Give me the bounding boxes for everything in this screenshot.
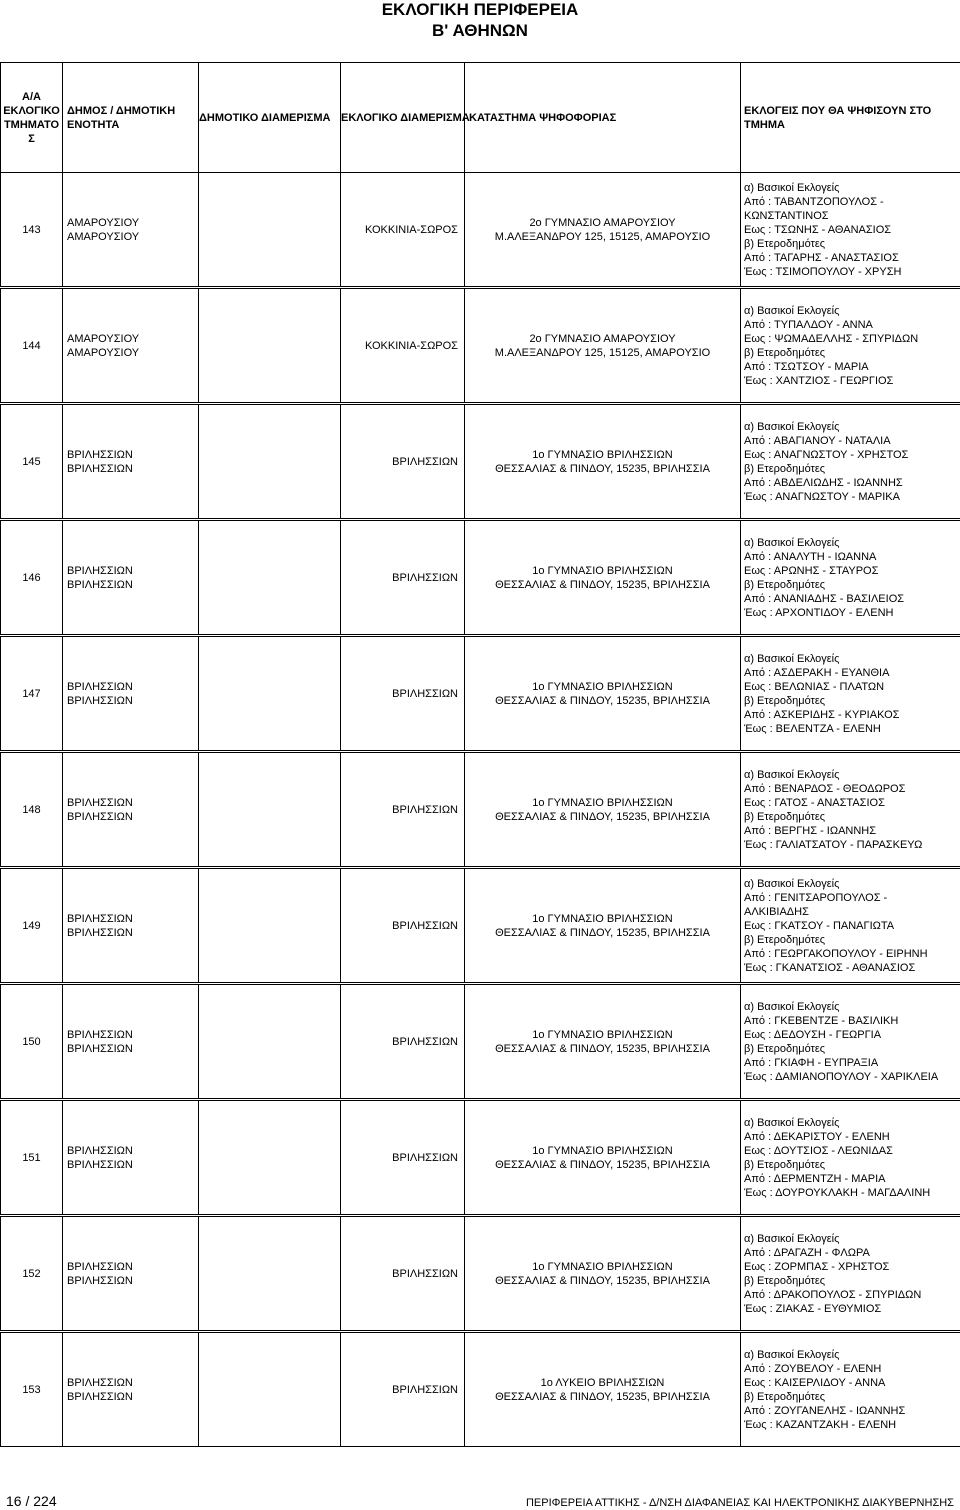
katastima-line: ΘΕΣΣΑΛΙΑΣ & ΠΙΝΔΟΥ, 15235, ΒΡΙΛΗΣΣΙΑ [495, 462, 710, 475]
table-row [1, 1217, 960, 1331]
eklogeis-line: Εως : ΔΟΥΤΣΙΟΣ - ΛΕΩΝΙΔΑΣ [744, 1144, 893, 1157]
cell-dimotiko-diamerisma [199, 985, 341, 1099]
cell-eklogiko-diamerisma: ΒΡΙΛΗΣΣΙΩΝ [341, 985, 465, 1099]
table-row [1, 521, 960, 635]
cell-number: 143 [1, 173, 63, 287]
dimos-line: ΒΡΙΛΗΣΣΙΩΝ [67, 564, 133, 577]
cell-number: 144 [1, 289, 63, 403]
cell-eklogiko-diamerisma: ΒΡΙΛΗΣΣΙΩΝ [341, 1101, 465, 1215]
eklogeis-line: Έως : ΒΕΛΕΝΤΖΑ - ΕΛΕΝΗ [744, 722, 881, 735]
eklogeis-line: Έως : ΓΑΛΙΑΤΣΑΤΟΥ - ΠΑΡΑΣΚΕΥΩ [744, 838, 923, 851]
katastima-line: ΘΕΣΣΑΛΙΑΣ & ΠΙΝΔΟΥ, 15235, ΒΡΙΛΗΣΣΙΑ [495, 1390, 710, 1403]
cell-number: 150 [1, 985, 63, 1099]
cell-dimos [63, 1101, 199, 1215]
cell-dimotiko-diamerisma [199, 289, 341, 403]
katastima-line: 1ο ΓΥΜΝΑΣΙΟ ΒΡΙΛΗΣΣΙΩΝ [532, 796, 673, 809]
eklogeis-line: β) Ετεροδημότες [744, 578, 826, 591]
header-label: Σ [28, 132, 35, 145]
cell-number: 148 [1, 753, 63, 867]
header-dimotiko-diamerisma [199, 63, 341, 173]
cell-katastima [465, 869, 741, 983]
eklogeis-line: α) Βασικοί Εκλογείς [744, 1232, 840, 1245]
eklogeis-line: Έως : ΔΟΥΡΟΥΚΛΑΚΗ - ΜΑΓΔΑΛΙΝΗ [744, 1186, 931, 1199]
dimos-line: ΒΡΙΛΗΣΣΙΩΝ [67, 926, 133, 939]
eklogeis-line: β) Ετεροδημότες [744, 1390, 826, 1403]
cell-eklogiko-diamerisma: ΒΡΙΛΗΣΣΙΩΝ [341, 405, 465, 519]
eklogeis-line: Από : ΔΕΚΑΡΙΣΤΟΥ - ΕΛΕΝΗ [744, 1130, 890, 1143]
document-subtitle: Β' ΑΘΗΝΩΝ [432, 21, 528, 40]
cell-dimotiko-diamerisma [199, 637, 341, 751]
eklogeis-line: Εως : ΤΣΩΝΗΣ - ΑΘΑΝΑΣΙΟΣ [744, 223, 892, 236]
dimos-line: ΒΡΙΛΗΣΣΙΩΝ [67, 1274, 133, 1287]
dimos-line: ΒΡΙΛΗΣΣΙΩΝ [67, 1028, 133, 1041]
cell-katastima [465, 1217, 741, 1331]
katastima-line: Μ.ΑΛΕΞΑΝΔΡΟΥ 125, 15125, ΑΜΑΡΟΥΣΙΟ [494, 230, 711, 243]
table-row [1, 753, 960, 867]
cell-eklogiko-diamerisma: ΒΡΙΛΗΣΣΙΩΝ [341, 869, 465, 983]
cell-eklogeis [741, 1217, 960, 1331]
eklogeis-line: β) Ετεροδημότες [744, 1158, 826, 1171]
table-row [1, 637, 960, 751]
eklogeis-line: Έως : ΖΙΑΚΑΣ - ΕΥΘΥΜΙΟΣ [744, 1302, 882, 1315]
header-label: ΔΗΜΟΤΙΚΟ ΔΙΑΜΕΡΙΣΜΑ [199, 111, 331, 124]
header-label: ΤΜΗΜΑΤΟ [3, 118, 60, 131]
eklogeis-line: Από : ΒΕΡΓΗΣ - ΙΩΑΝΝΗΣ [744, 824, 877, 837]
table-row [1, 405, 960, 519]
cell-katastima [465, 985, 741, 1099]
cell-katastima [465, 637, 741, 751]
eklogeis-line: α) Βασικοί Εκλογείς [744, 1348, 840, 1361]
cell-eklogeis [741, 753, 960, 867]
cell-eklogeis [741, 1101, 960, 1215]
cell-eklogeis [741, 289, 960, 403]
dimos-line: ΒΡΙΛΗΣΣΙΩΝ [67, 1042, 133, 1055]
eklogeis-line: α) Βασικοί Εκλογείς [744, 420, 840, 433]
katastima-line: 1ο ΓΥΜΝΑΣΙΟ ΒΡΙΛΗΣΣΙΩΝ [532, 564, 673, 577]
table-row [1, 173, 960, 287]
eklogeis-line: Από : ΔΡΑΓΑΖΗ - ΦΛΩΡΑ [744, 1246, 870, 1259]
cell-number: 149 [1, 869, 63, 983]
dimos-line: ΒΡΙΛΗΣΣΙΩΝ [67, 1376, 133, 1389]
eklogeis-line: Από : ΑΝΑΝΙΑΔΗΣ - ΒΑΣΙΛΕΙΟΣ [744, 592, 905, 605]
katastima-line: 1ο ΓΥΜΝΑΣΙΟ ΒΡΙΛΗΣΣΙΩΝ [532, 1144, 673, 1157]
cell-dimotiko-diamerisma [199, 1101, 341, 1215]
eklogeis-line: Από : ΑΣΚΕΡΙΔΗΣ - ΚΥΡΙΑΚΟΣ [744, 708, 900, 721]
cell-katastima [465, 173, 741, 287]
katastima-line: Μ.ΑΛΕΞΑΝΔΡΟΥ 125, 15125, ΑΜΑΡΟΥΣΙΟ [494, 346, 711, 359]
cell-eklogiko-diamerisma: ΒΡΙΛΗΣΣΙΩΝ [341, 753, 465, 867]
eklogeis-line: Εως : ΖΟΡΜΠΑΣ - ΧΡΗΣΤΟΣ [744, 1260, 890, 1273]
cell-number: 151 [1, 1101, 63, 1215]
cell-eklogiko-diamerisma: ΒΡΙΛΗΣΣΙΩΝ [341, 1333, 465, 1447]
header-label: ΕΚΛΟΓΙΚΟ [3, 104, 60, 117]
dimos-line: ΒΡΙΛΗΣΣΙΩΝ [67, 796, 133, 809]
cell-eklogeis [741, 637, 960, 751]
eklogeis-line: β) Ετεροδημότες [744, 1274, 826, 1287]
cell-eklogiko-diamerisma: ΒΡΙΛΗΣΣΙΩΝ [341, 1217, 465, 1331]
cell-dimotiko-diamerisma [199, 1333, 341, 1447]
eklogeis-line: ΑΛΚΙΒΙΑΔΗΣ [744, 905, 809, 918]
eklogeis-line: Εως : ΚΑΙΣΕΡΛΙΔΟΥ - ΑΝΝΑ [744, 1376, 886, 1389]
eklogeis-line: Από : ΓΕΩΡΓΑΚΟΠΟΥΛΟΥ - ΕΙΡΗΝΗ [744, 947, 928, 960]
cell-dimos [63, 405, 199, 519]
dimos-line: ΒΡΙΛΗΣΣΙΩΝ [67, 578, 133, 591]
header-eklogeis [741, 63, 960, 173]
eklogeis-line: Από : ΑΒΑΓΙΑΝΟΥ - ΝΑΤΑΛΙΑ [744, 434, 891, 447]
cell-number: 152 [1, 1217, 63, 1331]
katastima-line: 1ο ΓΥΜΝΑΣΙΟ ΒΡΙΛΗΣΣΙΩΝ [532, 1260, 673, 1273]
header-aa [1, 63, 63, 173]
dimos-line: ΑΜΑΡΟΥΣΙΟΥ [67, 230, 140, 243]
header-label: ΤΜΗΜΑ [744, 118, 785, 131]
cell-katastima [465, 1333, 741, 1447]
eklogeis-line: Από : ΒΕΝΑΡΔΟΣ - ΘΕΟΔΩΡΟΣ [744, 782, 906, 795]
eklogeis-line: α) Βασικοί Εκλογείς [744, 652, 840, 665]
eklogeis-line: Από : ΑΒΔΕΛΙΩΔΗΣ - ΙΩΑΝΝΗΣ [744, 476, 903, 489]
katastima-line: 2ο ΓΥΜΝΑΣΙΟ ΑΜΑΡΟΥΣΙΟΥ [529, 216, 676, 229]
cell-dimotiko-diamerisma [199, 521, 341, 635]
cell-dimos [63, 985, 199, 1099]
cell-katastima [465, 1101, 741, 1215]
dimos-line: ΒΡΙΛΗΣΣΙΩΝ [67, 1260, 133, 1273]
katastima-line: ΘΕΣΣΑΛΙΑΣ & ΠΙΝΔΟΥ, 15235, ΒΡΙΛΗΣΣΙΑ [495, 810, 710, 823]
katastima-line: 1ο ΛΥΚΕΙΟ ΒΡΙΛΗΣΣΙΩΝ [540, 1376, 665, 1389]
eklogeis-line: α) Βασικοί Εκλογείς [744, 536, 840, 549]
eklogeis-line: Έως : ΤΣΙΜΟΠΟΥΛΟΥ - ΧΡΥΣΗ [744, 265, 902, 278]
eklogeis-line: Από : ΖΟΥΓΑΝΕΛΗΣ - ΙΩΑΝΝΗΣ [744, 1404, 906, 1417]
katastima-line: ΘΕΣΣΑΛΙΑΣ & ΠΙΝΔΟΥ, 15235, ΒΡΙΛΗΣΣΙΑ [495, 578, 710, 591]
eklogeis-line: Από : ΤΣΩΤΣΟΥ - ΜΑΡΙΑ [744, 360, 869, 373]
cell-number: 145 [1, 405, 63, 519]
eklogeis-line: β) Ετεροδημότες [744, 694, 826, 707]
eklogeis-line: Έως : ΔΑΜΙΑΝΟΠΟΥΛΟΥ - ΧΑΡΙΚΛΕΙΑ [744, 1070, 939, 1083]
cell-katastima [465, 405, 741, 519]
katastima-line: ΘΕΣΣΑΛΙΑΣ & ΠΙΝΔΟΥ, 15235, ΒΡΙΛΗΣΣΙΑ [495, 1274, 710, 1287]
eklogeis-line: β) Ετεροδημότες [744, 346, 826, 359]
eklogeis-line: α) Βασικοί Εκλογείς [744, 877, 840, 890]
cell-eklogeis [741, 985, 960, 1099]
cell-dimotiko-diamerisma [199, 173, 341, 287]
katastima-line: ΘΕΣΣΑΛΙΑΣ & ΠΙΝΔΟΥ, 15235, ΒΡΙΛΗΣΣΙΑ [495, 1158, 710, 1171]
eklogeis-line: ΚΩΝΣΤΑΝΤΙΝΟΣ [744, 209, 829, 222]
dimos-line: ΒΡΙΛΗΣΣΙΩΝ [67, 1144, 133, 1157]
dimos-line: ΒΡΙΛΗΣΣΙΩΝ [67, 912, 133, 925]
eklogeis-line: Έως : ΑΝΑΓΝΩΣΤΟΥ - ΜΑΡΙΚΑ [744, 490, 900, 503]
eklogeis-line: Εως : ΨΩΜΑΔΕΛΛΗΣ - ΣΠΥΡΙΔΩΝ [744, 332, 919, 345]
cell-number: 153 [1, 1333, 63, 1447]
katastima-line: ΘΕΣΣΑΛΙΑΣ & ΠΙΝΔΟΥ, 15235, ΒΡΙΛΗΣΣΙΑ [495, 1042, 710, 1055]
eklogeis-line: β) Ετεροδημότες [744, 810, 826, 823]
eklogeis-line: Εως : ΒΕΛΩΝΙΑΣ - ΠΛΑΤΩΝ [744, 680, 885, 693]
eklogeis-line: Από : ΓΚΙΑΦΗ - ΕΥΠΡΑΞΙΑ [744, 1056, 879, 1069]
cell-number: 147 [1, 637, 63, 751]
cell-eklogeis [741, 521, 960, 635]
eklogeis-line: α) Βασικοί Εκλογείς [744, 304, 840, 317]
eklogeis-line: Από : ΔΡΑΚΟΠΟΥΛΟΣ - ΣΠΥΡΙΔΩΝ [744, 1288, 922, 1301]
cell-katastima [465, 289, 741, 403]
table-row [1, 1333, 960, 1447]
dimos-line: ΒΡΙΛΗΣΣΙΩΝ [67, 680, 133, 693]
header-katastima [465, 63, 741, 173]
table-row [1, 985, 960, 1099]
cell-eklogiko-diamerisma: ΒΡΙΛΗΣΣΙΩΝ [341, 637, 465, 751]
cell-eklogiko-diamerisma: ΒΡΙΛΗΣΣΙΩΝ [341, 521, 465, 635]
katastima-line: 1ο ΓΥΜΝΑΣΙΟ ΒΡΙΛΗΣΣΙΩΝ [532, 1028, 673, 1041]
header-label: ΕΝΟΤΗΤΑ [67, 118, 120, 131]
header-label: ΕΚΛΟΓΕΙΣ ΠΟΥ ΘΑ ΨΗΦΙΣΟΥΝ ΣΤΟ [744, 104, 932, 117]
katastima-line: 1ο ΓΥΜΝΑΣΙΟ ΒΡΙΛΗΣΣΙΩΝ [532, 448, 673, 461]
dimos-line: ΒΡΙΛΗΣΣΙΩΝ [67, 448, 133, 461]
eklogeis-line: β) Ετεροδημότες [744, 462, 826, 475]
katastima-line: ΘΕΣΣΑΛΙΑΣ & ΠΙΝΔΟΥ, 15235, ΒΡΙΛΗΣΣΙΑ [495, 926, 710, 939]
cell-dimos [63, 1333, 199, 1447]
header-label: Α/Α [22, 90, 41, 103]
eklogeis-line: Από : ΔΕΡΜΕΝΤΖΗ - ΜΑΡΙΑ [744, 1172, 886, 1185]
eklogeis-line: Από : ΑΝΑΛΥΤΗ - ΙΩΑΝΝΑ [744, 550, 877, 563]
katastima-line: 2ο ΓΥΜΝΑΣΙΟ ΑΜΑΡΟΥΣΙΟΥ [529, 332, 676, 345]
table-row [1, 869, 960, 983]
cell-dimotiko-diamerisma [199, 869, 341, 983]
eklogeis-line: Από : ΤΑΓΑΡΗΣ - ΑΝΑΣΤΑΣΙΟΣ [744, 251, 899, 264]
page-number: 16 / 224 [6, 1493, 57, 1509]
eklogeis-line: Εως : ΔΕΔΟΥΣΗ - ΓΕΩΡΓΙΑ [744, 1028, 882, 1041]
cell-eklogeis [741, 869, 960, 983]
eklogeis-line: Εως : ΑΡΩΝΗΣ - ΣΤΑΥΡΟΣ [744, 564, 879, 577]
eklogeis-line: Από : ΑΣΔΕΡΑΚΗ - ΕΥΑΝΘΙΑ [744, 666, 890, 679]
cell-dimos [63, 869, 199, 983]
cell-dimotiko-diamerisma [199, 753, 341, 867]
katastima-line: 1ο ΓΥΜΝΑΣΙΟ ΒΡΙΛΗΣΣΙΩΝ [532, 912, 673, 925]
cell-eklogiko-diamerisma: ΚΟΚΚΙΝΙΑ-ΣΩΡΟΣ [341, 289, 465, 403]
table-header-row [1, 63, 960, 173]
eklogeis-line: α) Βασικοί Εκλογείς [744, 1000, 840, 1013]
eklogeis-line: α) Βασικοί Εκλογείς [744, 181, 840, 194]
eklogeis-line: Εως : ΓΑΤΟΣ - ΑΝΑΣΤΑΣΙΟΣ [744, 796, 885, 809]
cell-dimos [63, 1217, 199, 1331]
eklogeis-line: Από : ΖΟΥΒΕΛΟΥ - ΕΛΕΝΗ [744, 1362, 882, 1375]
dimos-line: ΑΜΑΡΟΥΣΙΟΥ [67, 332, 140, 345]
eklogeis-line: α) Βασικοί Εκλογείς [744, 1116, 840, 1129]
dimos-line: ΒΡΙΛΗΣΣΙΩΝ [67, 1158, 133, 1171]
eklogeis-line: Έως : ΚΑΖΑΝΤΖΑΚΗ - ΕΛΕΝΗ [744, 1418, 897, 1431]
header-label: ΔΗΜΟΣ / ΔΗΜΟΤΙΚΗ [67, 104, 176, 117]
polling-stations-table [0, 62, 960, 1447]
eklogeis-line: α) Βασικοί Εκλογείς [744, 768, 840, 781]
dimos-line: ΒΡΙΛΗΣΣΙΩΝ [67, 462, 133, 475]
table-row [1, 1101, 960, 1215]
dimos-line: ΑΜΑΡΟΥΣΙΟΥ [67, 216, 140, 229]
katastima-line: 1ο ΓΥΜΝΑΣΙΟ ΒΡΙΛΗΣΣΙΩΝ [532, 680, 673, 693]
cell-dimotiko-diamerisma [199, 405, 341, 519]
cell-dimos [63, 753, 199, 867]
document-title: ΕΚΛΟΓΙΚΗ ΠΕΡΙΦΕΡΕΙΑ [381, 0, 579, 19]
cell-katastima [465, 521, 741, 635]
table-row [1, 289, 960, 403]
cell-eklogeis [741, 1333, 960, 1447]
eklogeis-line: Από : ΓΚΕΒΕΝΤΖΕ - ΒΑΣΙΛΙΚΗ [744, 1014, 899, 1027]
eklogeis-line: β) Ετεροδημότες [744, 237, 826, 250]
header-dimos [63, 63, 199, 173]
cell-eklogiko-diamerisma: ΚΟΚΚΙΝΙΑ-ΣΩΡΟΣ [341, 173, 465, 287]
eklogeis-line: Από : ΤΑΒΑΝΤΖΟΠΟΥΛΟΣ - [744, 195, 884, 208]
dimos-line: ΒΡΙΛΗΣΣΙΩΝ [67, 810, 133, 823]
dimos-line: ΒΡΙΛΗΣΣΙΩΝ [67, 694, 133, 707]
header-label: ΚΑΤΑΣΤΗΜΑ ΨΗΦΟΦΟΡΙΑΣ [469, 111, 617, 124]
eklogeis-line: Έως : ΧΑΝΤΖΙΟΣ - ΓΕΩΡΓΙΟΣ [744, 374, 894, 387]
table-body [1, 173, 960, 1447]
cell-eklogeis [741, 405, 960, 519]
header-label: ΕΚΛΟΓΙΚΟ ΔΙΑΜΕΡΙΣΜΑ [341, 111, 470, 124]
eklogeis-line: β) Ετεροδημότες [744, 933, 826, 946]
eklogeis-line: Έως : ΑΡΧΟΝΤΙΔΟΥ - ΕΛΕΝΗ [744, 606, 894, 619]
cell-eklogeis [741, 173, 960, 287]
header-eklogiko-diamerisma [341, 63, 470, 173]
eklogeis-line: Από : ΓΕΝΙΤΣΑΡΟΠΟΥΛΟΣ - [744, 891, 888, 904]
eklogeis-line: Εως : ΓΚΑΤΣΟΥ - ΠΑΝΑΓΙΩΤΑ [744, 919, 895, 932]
cell-katastima [465, 753, 741, 867]
cell-dimos [63, 173, 199, 287]
cell-dimos [63, 521, 199, 635]
katastima-line: ΘΕΣΣΑΛΙΑΣ & ΠΙΝΔΟΥ, 15235, ΒΡΙΛΗΣΣΙΑ [495, 694, 710, 707]
eklogeis-line: Έως : ΓΚΑΝΑΤΣΙΟΣ - ΑΘΑΝΑΣΙΟΣ [744, 961, 916, 974]
eklogeis-line: Από : ΤΥΠΑΛΔΟΥ - ΑΝΝΑ [744, 318, 873, 331]
footer-organization: ΠΕΡΙΦΕΡΕΙΑ ΑΤΤΙΚΗΣ - Δ/ΝΣΗ ΔΙΑΦΑΝΕΙΑΣ ΚΑΙ ΗΛΕΚΤΡΟΝΙΚΗΣ ΔΙΑΚΥΒΕΡΝΗΣΗΣ [525, 1497, 954, 1509]
dimos-line: ΑΜΑΡΟΥΣΙΟΥ [67, 346, 140, 359]
eklogeis-line: Εως : ΑΝΑΓΝΩΣΤΟΥ - ΧΡΗΣΤΟΣ [744, 448, 909, 461]
cell-dimos [63, 637, 199, 751]
dimos-line: ΒΡΙΛΗΣΣΙΩΝ [67, 1390, 133, 1403]
cell-number: 146 [1, 521, 63, 635]
eklogeis-line: β) Ετεροδημότες [744, 1042, 826, 1055]
cell-dimos [63, 289, 199, 403]
cell-dimotiko-diamerisma [199, 1217, 341, 1331]
